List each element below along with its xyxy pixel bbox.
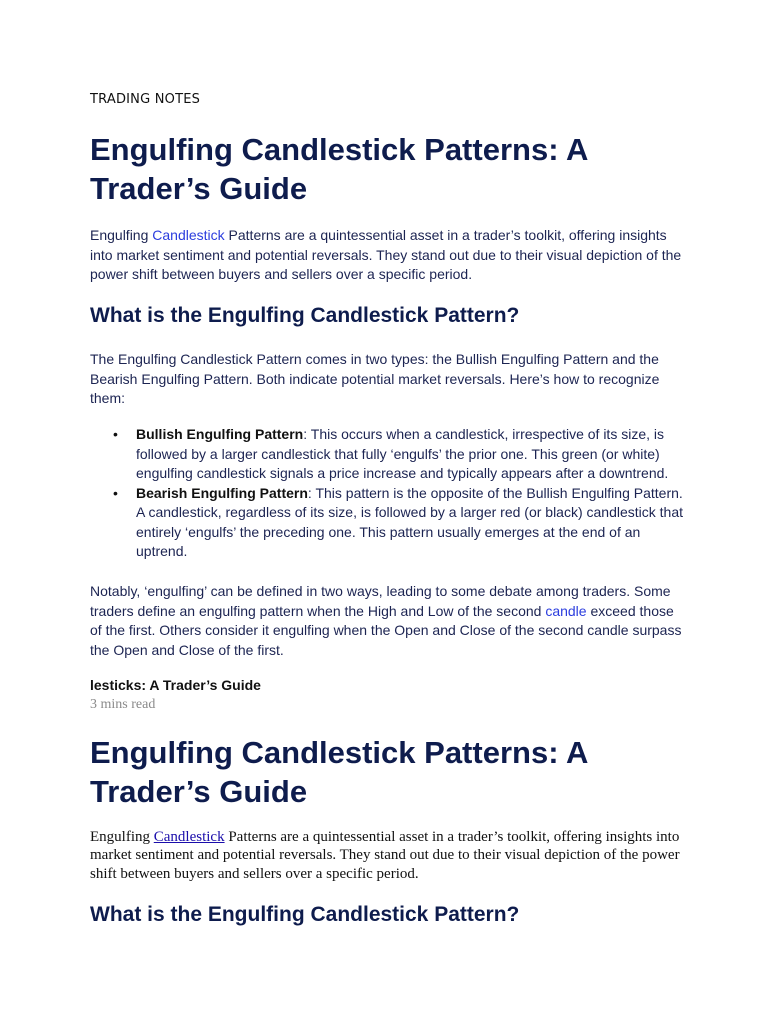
bullet-dot-icon: • [113, 484, 118, 501]
candlestick-link[interactable]: Candlestick [152, 227, 225, 243]
repeat-intro-text-before: Engulfing [90, 829, 154, 845]
section-heading: What is the Engulfing Candlestick Pattern? [90, 304, 520, 327]
intro-text-before: Engulfing [90, 227, 153, 243]
section-intro-paragraph: The Engulfing Candlestick Pattern comes in two types: the Bullish Engulfing Pattern and the Bearish Engulfing Pattern. Both indicate potential market reversals. Here’s how to recognize them: [90, 351, 660, 406]
candle-link[interactable]: candle [545, 602, 587, 619]
notably-text-after: exceed those of the first. Others consider it engulfing when the Open and Close of the second candle surpass the Open and Close of the first. [90, 602, 682, 658]
repeat-intro-text-after: Patterns are a quintessential asset in a trader’s toolkit, offering insights into market sentiment and potential reversals. They stand out due to their visual depiction of the power shift between buyers and sellers over a specific period. [90, 829, 680, 882]
list-item-bearish [113, 484, 684, 562]
notably-paragraph [90, 582, 684, 660]
bullish-term: Bullish Engulfing Pattern [136, 426, 304, 442]
pattern-list [90, 425, 684, 562]
related-article-title[interactable]: lesticks: A Trader’s Guide [90, 677, 261, 693]
notably-text-before: Notably, ‘engulfing’ can be defined in two ways, leading to some debate among traders. Some traders define an engulfing pattern when the High and Low of the second [90, 583, 671, 619]
intro-text-after: Patterns are a quintessential asset in a trader’s toolkit, offering insights into market sentiment and potential reversals. They stand out due to their visual depiction of the power shift between buyers and sellers over a specific period. [90, 227, 682, 282]
read-time: 3 mins read [90, 697, 156, 712]
category-label: TRADING NOTES [90, 92, 201, 107]
bearish-description: : This pattern is the opposite of the Bullish Engulfing Pattern. A candlestick, regardless of its size, is followed by a larger red (or black) candlestick that entirely ‘engulfs’ the preceding one. This pattern usually emerges at the end of an uptrend. [136, 484, 684, 559]
bullish-description: : This occurs when a candlestick, irrespective of its size, is followed by a larger candlestick that fully ‘engulfs’ the prior one. This green (or white) engulfing candlestick signals a price increase and typically appears after a downtrend. [136, 426, 669, 481]
intro-paragraph [90, 226, 684, 285]
bearish-term: Bearish Engulfing Pattern [136, 484, 308, 501]
repeat-article-title: Engulfing Candlestick Patterns: A Trader’s Guide [90, 735, 588, 809]
bullet-dot-icon: • [113, 426, 118, 442]
article-title: Engulfing Candlestick Patterns: A Trader’s Guide [90, 132, 588, 206]
repeat-section-heading: What is the Engulfing Candlestick Pattern? [90, 903, 520, 926]
list-item-bullish [113, 425, 684, 484]
repeat-candlestick-link[interactable]: Candlestick [153, 829, 225, 845]
repeat-intro-paragraph [90, 828, 684, 883]
